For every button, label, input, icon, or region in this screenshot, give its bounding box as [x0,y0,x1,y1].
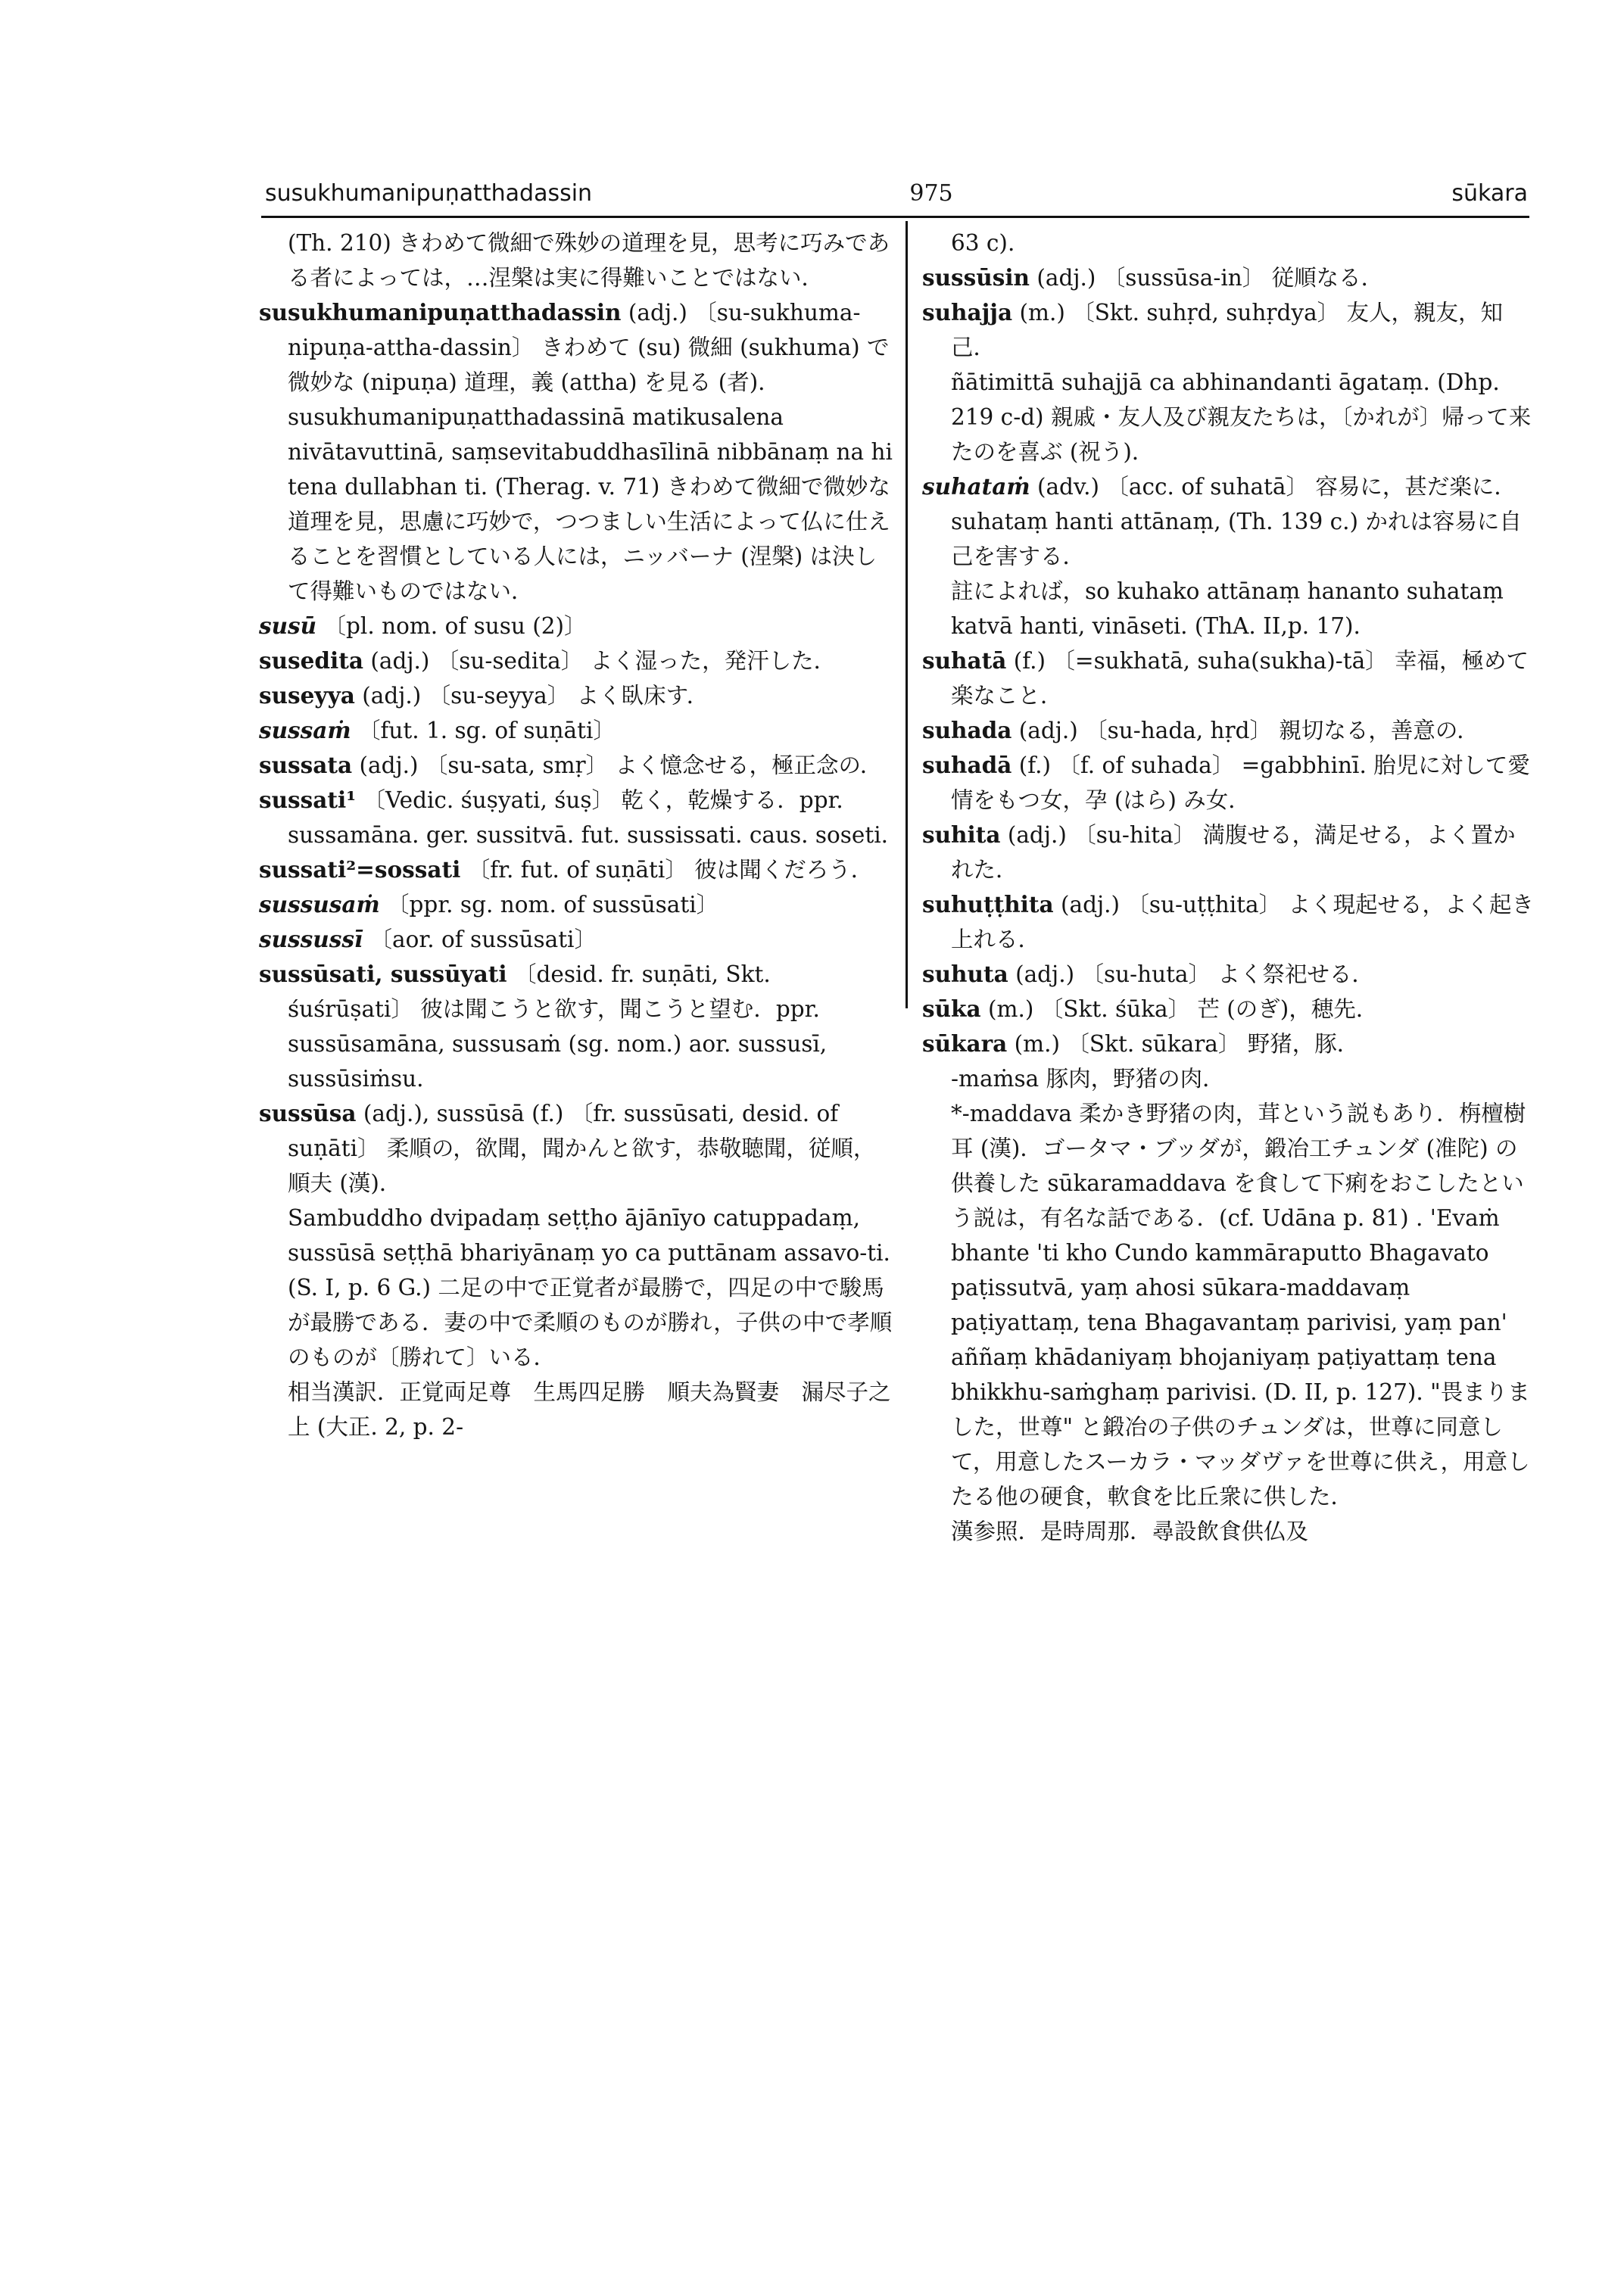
column-divider [906,221,908,1008]
entry-headword: sussati²=sossati [259,856,461,883]
entry-headword: suseyya [259,682,355,709]
dictionary-entry [259,713,893,748]
entry-headword: suhadā [922,752,1012,778]
continued-text: (Th. 210) きわめて微細で殊妙の道理を見，思考に巧みである者によっては，…涅槃は実に得難いことではない． [288,230,890,291]
entry-headword: suhataṁ [922,473,1030,500]
example-citation: 漢参照．是時周那．尋設飲食供仏及 [951,1519,1309,1544]
entry-headword: suhada [922,717,1012,743]
entry-definition: (adj.) 〔su-huta〕 よく祭祀せる． [1008,961,1374,987]
entry-definition: 〔desid. fr. suṇāti, Skt. śuśrūṣati〕 彼は聞こうと欲す，聞こうと望む．ppr. sussūsamāna, sussusaṁ (sg. nom.) aor. sussusī, sussūsiṁsu. [288,961,828,1092]
dictionary-entry [259,609,893,643]
example-citation: ñātimittā suhajjā ca abhinandanti āgataṃ. (Dhp. 219 c-d) 親戚・友人及び親友たちは，〔かれが〕帰って来たのを喜ぶ (祝う)． [951,369,1532,465]
left-guideword: susukhumanipuṇatthadassin [265,180,593,207]
entry-headword: sussati¹ [259,787,357,813]
entry-definition: (f.) 〔=sukhatā, suha(sukha)-tā〕 幸福，極めて楽なこと． [951,648,1529,709]
entry-headword: sussata [259,752,353,778]
entry-definition: 〔pl. nom. of susu (2)〕 [316,613,587,639]
entry-headword: sussūsati, sussūyati [259,961,507,987]
dictionary-entry [259,678,893,713]
entry-definition: (adj.) 〔su-uṭṭhita〕 よく現起せる，よく起き上れる． [951,892,1534,952]
entry-headword: sussaṁ [259,717,351,743]
continued-text: 63 c). [951,230,1015,256]
entry-definition: (adj.) 〔sussūsa-in〕 従順なる． [1029,265,1384,291]
entry-definition: 〔fr. fut. of suṇāti〕 彼は聞くだろう． [460,857,874,883]
dictionary-entry [922,887,1535,957]
dictionary-entry [259,1096,893,1201]
entry-definition: (adv.) 〔acc. of suhatā〕 容易に，甚だ楽に． [1030,474,1516,500]
entry-definition: (adj.) 〔su-hita〕 満腹せる，満足せる，よく置かれた． [951,822,1516,883]
dictionary-entry [922,748,1535,818]
entry-headword: susū [259,612,317,639]
entry-definition: (m.) 〔Skt. śūka〕 芒 (のぎ)，穂先． [980,996,1379,1022]
entry-definition: (f.) 〔f. of suhada〕 =gabbhinī. 胎児に対して愛情をもつ女，孕 (はら) み女． [951,752,1530,813]
entry-definition: 〔Vedic. śuṣyati, śuṣ〕 乾く，乾燥する．ppr. sussamāna. ger. sussitvā. fut. sussissati. caus. soseti. [288,787,889,848]
dictionary-entry [259,783,893,852]
example-citation: *-maddava 柔かき野猪の肉，茸という説もあり．栴檀樹耳 (漢)．ゴータマ・ブッダが，鍛冶工チュンダ (准陀) の供養した sūkaramaddava を食して下痢をおこしたという説は，有名な話である．(cf. Udāna p. 81) . 'Evaṁ bhante 'ti kho Cundo kammāraputto Bhagavato paṭissutvā, yaṃ ahosi sūkara-maddavaṃ paṭiyattaṃ, tena Bhagavantaṃ parivisi, yaṃ pan' aññaṃ khādaniyaṃ bhojaniyaṃ paṭiyattaṃ tena bhikkhu-saṁghaṃ parivisi. (D. II, p. 127). "畏まりました，世尊" と鍛冶の子供のチュンダは，世尊に同意して，用意したスーカラ・マッダヴァを世尊に供え，用意したる他の硬食，軟食を比丘衆に供した． [951,1101,1530,1509]
entry-definition: (adj.) 〔su-seyya〕 よく臥床す． [354,683,709,709]
entry-headword: susukhumanipuṇatthadassin [259,299,622,326]
entry-definition: (adj.) 〔su-sedita〕 よく湿った，発汗した． [363,648,837,674]
dictionary-entry [922,992,1535,1027]
dictionary-entry [922,295,1535,365]
right-column [922,226,1535,1549]
entry-definition: (m.) 〔Skt. sūkara〕 野猪，豚． [1007,1031,1360,1057]
example-citation: Sambuddho dvipadaṃ seṭṭho ājānīyo catuppadaṃ, sussūsā seṭṭhā bhariyānaṃ yo ca puttānam assavo-ti. (S. I, p. 6 G.) 二足の中で正覚者が最勝で，四足の中で駿馬が最勝である．妻の中で柔順のものが勝れ，子供の中で孝順のものが〔勝れて〕いる． [288,1205,893,1370]
example-citation: suhataṃ hanti attānaṃ, (Th. 139 c.) かれは容易に自己を害する． [951,509,1522,569]
example-citation: susukhumanipuṇatthadassinā matikusalena nivātavuttinā, saṃsevitabuddhasīlinā nibbānaṃ na hi tena dullabhan ti. (Therag. v. 71) きわめて微細で微妙な道理を見，思慮に巧妙で，つつましい生活によって仏に仕えることを習慣としている人には，ニッバーナ (涅槃) は決して得難いものではない． [288,404,893,604]
entry-headword: sussūsa [259,1100,357,1126]
dictionary-entry [922,643,1535,713]
entry-headword: susedita [259,647,364,674]
entry-headword: suhajja [922,299,1013,326]
entry-headword: suhita [922,821,1001,848]
entry-headword: sussussī [259,926,363,952]
dictionary-entry [259,852,893,887]
dictionary-entry [922,260,1535,295]
dictionary-entry [922,957,1535,992]
dictionary-entry [259,643,893,678]
entry-definition: 〔fut. 1. sg. of suṇāti〕 [351,718,616,743]
dictionary-entry [259,748,893,783]
header-rule [261,216,1529,218]
page-header [265,179,1528,213]
entry-definition: (m.) 〔Skt. suhṛd, suhṛdya〕 友人，親友，知己． [951,300,1504,360]
example-citation: 相当漢訳．正覚両足尊 生馬四足勝 順夫為賢妻 漏尽子之上 (大正. 2, p. 2- [288,1379,891,1440]
entry-definition: (adj.) 〔su-sukhuma-nipuṇa-attha-dassin〕 きわめて (su) 微細 (sukhuma) で微妙な (nipuṇa) 道理，義 (attha) を見る (者)． [288,300,890,395]
dictionary-entry [259,957,893,1096]
entry-headword: suhatā [922,647,1007,674]
entry-headword: suhuta [922,961,1008,987]
entry-definition: (adj.), sussūsā (f.) 〔fr. sussūsati, desid. of suṇāti〕 柔順の，欲聞，聞かんと欲す，恭敬聴聞，従順，順夫 (漢)． [288,1101,876,1196]
entry-headword: sūkara [922,1030,1008,1057]
dictionary-entry [922,713,1535,748]
dictionary-entry [922,1027,1535,1061]
dictionary-entry [259,887,893,922]
entry-definition: (adj.) 〔su-hada, hṛd〕 親切なる，善意の． [1011,718,1479,743]
entry-definition: 〔ppr. sg. nom. of sussūsati〕 [379,892,719,918]
left-column [259,226,893,1444]
example-citation: 註によれば，so kuhako attānaṃ hananto suhataṃ katvā hanti, vināseti. (ThA. II,p. 17). [951,578,1504,639]
example-citation: -maṁsa 豚肉，野猪の肉． [951,1066,1225,1092]
entry-headword: sussusaṁ [259,891,380,918]
entry-definition: 〔aor. of sussūsati〕 [363,927,597,952]
entry-headword: sūka [922,995,981,1022]
dictionary-entry [922,818,1535,887]
entry-headword: sussūsin [922,264,1030,291]
dictionary-entry [259,922,893,957]
dictionary-entry [922,469,1535,504]
page-number: 975 [909,180,953,207]
entry-headword: suhuṭṭhita [922,891,1054,918]
right-guideword: sūkara [1451,180,1528,207]
entry-definition: (adj.) 〔su-sata, smṛ〕 よく憶念せる，極正念の． [352,752,883,778]
dictionary-entry [259,295,893,400]
